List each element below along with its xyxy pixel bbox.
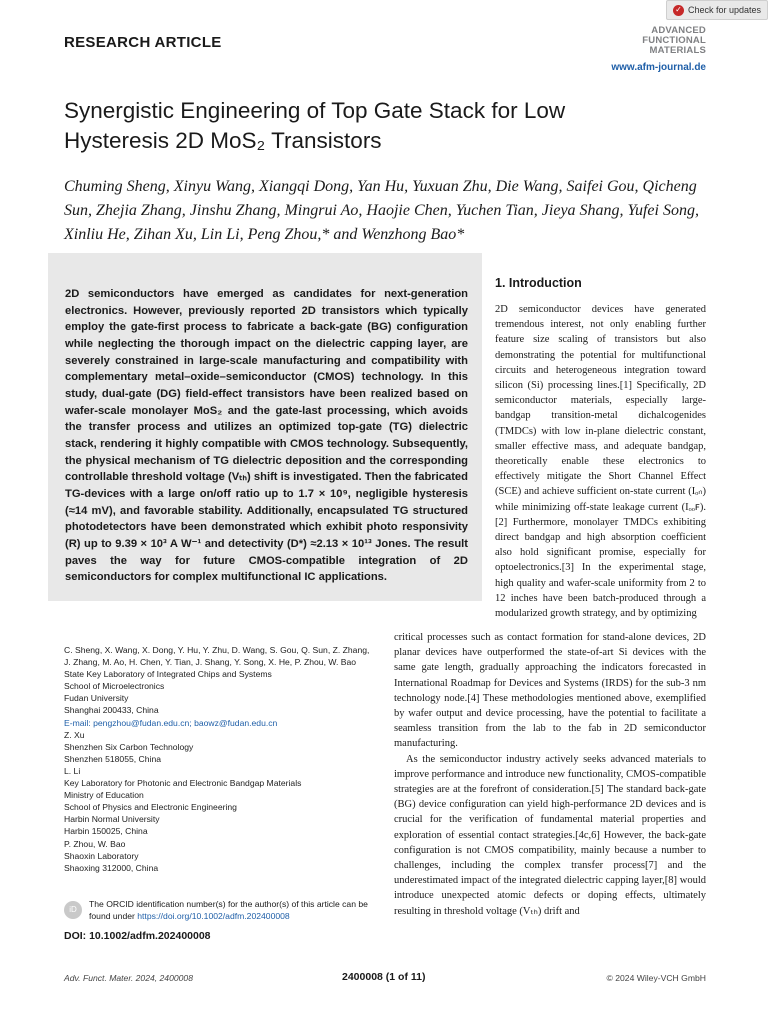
journal-logo [632, 26, 706, 56]
article-title: Synergistic Engineering of Top Gate Stack for Low Hysteresis 2D MoS₂ Transistors [64, 98, 566, 153]
affiliation-line: Harbin 150025, China [64, 826, 148, 837]
orcid-icon: iD [64, 901, 82, 919]
check-updates-icon: ✓ [673, 5, 684, 16]
affiliation-line: L. Li [64, 765, 81, 776]
orcid-link[interactable]: https://doi.org/10.1002/adfm.202400008 [137, 911, 290, 921]
journal-logo-line-2: FUNCTIONAL [642, 35, 706, 46]
affiliation-line: Shaoxing 312000, China [64, 862, 159, 873]
journal-logo-line-3: MATERIALS [649, 45, 706, 56]
intro-paragraph-1-continued: critical processes such as contact formation for stand-alone devices, 2D planar devices have outperformed the state-of-art Si devices with the same gate length, gradually approaching the indicators forecasted in International Roadmap for Devices and Systems (IRDS) for the sub-3 nm technology node.[4] These methodologies mentioned above, exemplified by wafer output and device processing, have the potential to facilitate a seamless transition from the lab to the fab in 2D semiconductor manufacturing. [394, 632, 706, 750]
affiliation-line: Shaoxin Laboratory [64, 850, 139, 861]
footer-copyright: © 2024 Wiley-VCH GmbH [606, 973, 706, 983]
intro-text-right-column: 2D semiconductor devices have generated tremendous interest, not only enabling further feature size scaling of transistors but also demonstrating the potential for multifunctional circuits and heterogeneous integration toward silicon (Si) processing lines.[1] Specifically, 2D semiconductor materials, especially large-bandgap transition-metal dichalcogenides (TMDCs) with low in-plane dielectric constant, smaller effective mass, and adequate bandgap, theoretically enable these electronics to effectively mitigate the Short Channel Effect (SCE) and achieve sufficient on-state current (Iₒₙ) while minimizing off-state leakage current (Iₒₒꜰ).[2] Furthermore, monolayer TMDCs exhibiting direct bandgap and high absorption coefficient also hold significant promise, especially for optoelectronics.[3] In the experimental stage, high quality and wafer-scale uniformity from 2 to 12 inches have been batch-produced through a modularized growth strategy, and by optimizing [495, 304, 706, 620]
intro-paragraph-2: As the semiconductor industry actively seeks advanced materials to improve performance and introduce new functionality, CMOS-compatible strategies are at the forefront of consideration.[5] The standard back-gate (BG) device configuration can yield high-performance 2D devices and is crucial for the verification of fundamental material properties and exploration of essential contact strategies.[4c,6] However, the back-gate configuration is not CMOS compatibility, mainly because a number to challenges, including the complex transfer process[7] and the underestimated impact of the integrated dielectric capping layer,[8] would introduce unexpected atomic defects or doping effects, ultimately resulting in threshold voltage (Vₜₕ) drift and [394, 753, 706, 917]
affiliation-line: Shanghai 200433, China [64, 705, 159, 716]
affiliation-line: Shenzhen Six Carbon Technology [64, 741, 194, 752]
check-updates-label: Check for updates [688, 5, 762, 15]
footer-citation: Adv. Funct. Mater. 2024, 2400008 [64, 973, 193, 983]
affiliation-line: P. Zhou, W. Bao [64, 838, 126, 849]
affiliation-line: Ministry of Education [64, 790, 144, 801]
affiliation-line: Fudan University [64, 693, 129, 704]
footer-page-number: 2400008 (1 of 11) [342, 971, 426, 983]
affiliation-line: Z. Xu [64, 729, 85, 740]
section-heading-introduction: 1. Introduction [495, 276, 582, 290]
intro-text-wide-column [394, 630, 706, 919]
check-for-updates-button[interactable] [666, 0, 768, 20]
orcid-note-text [89, 898, 376, 922]
author-list: Chuming Sheng, Xinyu Wang, Xiangqi Dong, Yan Hu, Yuxuan Zhu, Die Wang, Saifei Gou, Qicheng Sun, Zhejia Zhang, Jinshu Zhang, Mingrui Ao, Haojie Chen, Yuchen Tian, Jieya Shang, Yufei Song, Xinliu He, Zihan Xu, Lin Li, Peng Zhou,* and Wenzhong Bao* [64, 178, 699, 243]
affiliation-line: Key Laboratory for Photonic and Electronic Bandgap Materials [64, 778, 302, 789]
orcid-text: The ORCID identification number(s) for the author(s) of this article can be found under [89, 899, 368, 921]
affiliation-line: Harbin Normal University [64, 814, 160, 825]
affiliation-line: C. Sheng, X. Wang, X. Dong, Y. Hu, Y. Zhu, D. Wang, S. Gou, Q. Sun, Z. Zhang, J. Zhang, M. Ao, H. Chen, Y. Tian, J. Shang, Y. Song, X. He, P. Zhou, W. Bao [64, 645, 370, 668]
email-line[interactable]: E-mail: pengzhou@fudan.edu.cn; baowz@fudan.edu.cn [64, 717, 278, 728]
abstract-text: 2D semiconductors have emerged as candidates for next-generation electronics. However, previously reported 2D transistors which typically employ the gate-first process to fabricate a back-gate (BG) configuration while neglecting the thorough impact on the dielectric capping layer, are severely constrained in large-scale manufacturing and compatibility with complementary metal–oxide–semiconductor (CMOS) technology. In this study, dual-gate (DG) field-effect transistors have been realized based on wafer-scale monolayer MoS₂ and the gate-last processing, which avoids the transfer process and utilizes an optimized top-gate (TG) dielectric stack, rendering it highly compatible with CMOS technology. Subsequently, the physical mechanism of TG dielectric deposition and the corresponding controllable threshold voltage (Vₜₕ) shift is investigated. Then the fabricated TG-devices with a large on/off ratio up to 1.7 × 10⁹, negligible hysteresis (≈14 mV), and favorable stability. Additionally, encapsulated TG structured photodetectors have been demonstrated which exhibit photo responsivity (R) up to 9.39 × 10³ A W⁻¹ and detectivity (D*) ≈2.13 × 10¹³ Jones. The result paves the way for future CMOS-compatible integration of 2D semiconductors for complex multifunctional IC applications. [65, 288, 468, 584]
orcid-note [64, 898, 376, 922]
article-type-label: RESEARCH ARTICLE [64, 34, 222, 51]
abstract-box [48, 253, 482, 601]
affiliation-line: School of Microelectronics [64, 681, 165, 692]
affiliations-block [64, 644, 376, 874]
affiliation-line: School of Physics and Electronic Engineering [64, 802, 237, 813]
doi-line[interactable]: DOI: 10.1002/adfm.202400008 [64, 930, 211, 942]
affiliation-line: Shenzhen 518055, China [64, 753, 161, 764]
journal-url-link[interactable]: www.afm-journal.de [611, 62, 706, 73]
affiliation-line: State Key Laboratory of Integrated Chips and Systems [64, 669, 272, 680]
journal-logo-line-1: ADVANCED [651, 25, 706, 36]
